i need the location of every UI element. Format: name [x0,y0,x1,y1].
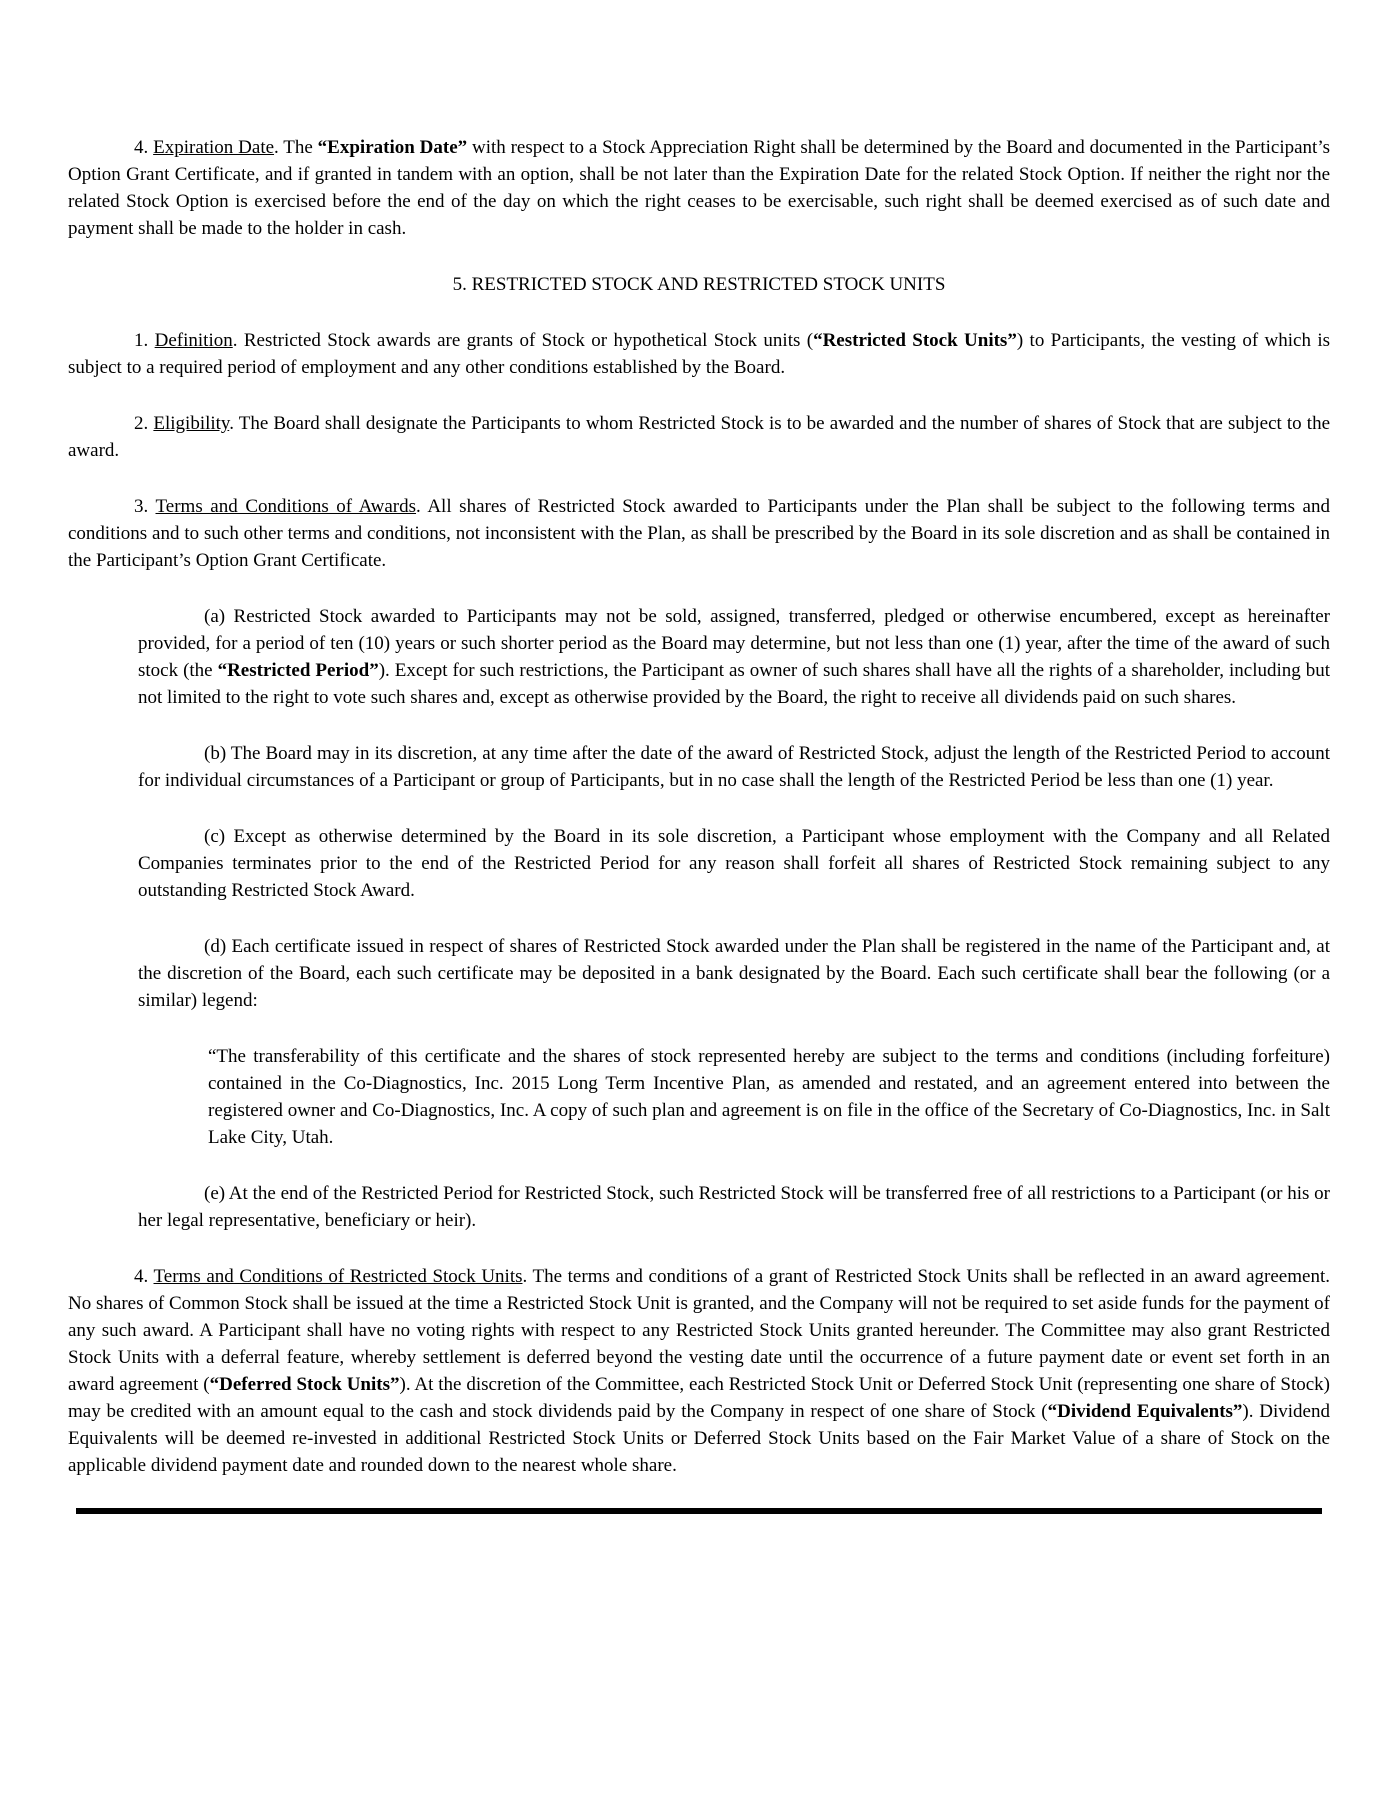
underlined-term: Eligibility [153,413,230,434]
defined-term: “Deferred Stock Units” [209,1374,400,1395]
underlined-term: Terms and Conditions of Restricted Stock Units [153,1266,523,1287]
text-run: “The transferability of this certificate and the shares of stock represented hereby are subject to the terms and conditions (including forfeiture) contained in the Co-Diagnostics, Inc. 2015 Long Term Incentive Plan, as amended and restated, and an agreement entered into between the registered owner and Co-Diagnostics, Inc. A copy of such plan and agreement is on file in the office of the Secretary of Co-Diagnostics, Inc. in Salt Lake City, Utah. [208,1046,1330,1148]
paragraph-3-terms-and-conditions-of-awards [68,493,1330,574]
subparagraph-e [138,1180,1330,1234]
text-run: . The terms and conditions of a grant of Restricted Stock Units shall be reflected in an award agreement. No shares of Common Stock shall be issued at the time a Restricted Stock Unit is granted, and the Company will not be required to set aside funds for the payment of any such award. A Participant shall have no voting rights with respect to any Restricted Stock Units granted hereunder. The Committee may also grant Restricted Stock Units with a deferral feature, whereby settlement is deferred beyond the vesting date until the occurrence of a future payment date or event set forth in an award agreement ( [68,1266,1330,1395]
text-run: ). At the discretion of the Committee, each Restricted Stock Unit or Deferred Stock Unit (representing one share of Stock) may be credited with an amount equal to the cash and stock dividends paid by the Company in respect of one share of Stock ( [68,1374,1330,1422]
subparagraph-c [138,823,1330,904]
text-run: 5. RESTRICTED STOCK AND RESTRICTED STOCK UNITS [452,274,946,295]
page-bottom-rule [76,1508,1322,1514]
text-run: (e) At the end of the Restricted Period for Restricted Stock, such Restricted Stock will be transferred free of all restrictions to a Participant (or his or her legal representative, beneficiary or heir). [138,1183,1330,1231]
text-run: . The Board shall designate the Participants to whom Restricted Stock is to be awarded and the number of shares of Stock that are subject to the award. [68,413,1331,461]
paragraph-4-terms-and-conditions-of-restricted-stock-units [68,1263,1330,1479]
text-run: 3. [134,496,156,517]
text-run: . The [274,137,318,158]
subparagraph-d [138,933,1330,1014]
text-run: 2. [134,413,154,434]
underlined-term: Definition [154,330,233,351]
text-run: (a) Restricted Stock awarded to Participants may not be sold, assigned, transferred, pledged or otherwise encumbered, except as hereinafter provided, for a period of ten (10) years or such shorter period as the Board may determine, but not less than one (1) year, after the time of the award of such stock (the [138,606,1330,681]
paragraph-2-eligibility [68,410,1330,464]
defined-term: “Expiration Date” [317,137,468,158]
defined-term: “Dividend Equivalents” [1047,1401,1243,1422]
text-run: (d) Each certificate issued in respect of shares of Restricted Stock awarded under the Plan shall be registered in the name of the Participant and, at the discretion of the Board, each such certificate may be deposited in a bank designated by the Board. Each such certificate shall bear the following (or a similar) legend: [138,936,1330,1011]
document-body [68,134,1330,1479]
text-run: (b) The Board may in its discretion, at any time after the date of the award of Restricted Stock, adjust the length of the Restricted Period to account for individual circumstances of a Participant or group of Participants, but in no case shall the length of the Restricted Period be less than one (1) year. [138,743,1330,791]
text-run: 4. [134,137,154,158]
paragraph-4-expiration-date [68,134,1330,242]
subparagraph-b [138,740,1330,794]
paragraph-1-definition [68,327,1330,381]
text-run: ) to Participants, the vesting of which is subject to a required period of employment and any other conditions established by the Board. [68,330,1331,378]
section-5-heading [68,271,1330,298]
certificate-legend-quote [208,1043,1330,1151]
defined-term: “Restricted Period” [217,660,379,681]
text-run: ). Dividend Equivalents will be deemed re-invested in additional Restricted Stock Units or Deferred Stock Units based on the Fair Market Value of a share of Stock on the applicable dividend payment date and rounded down to the nearest whole share. [68,1401,1330,1476]
text-run: ). Except for such restrictions, the Participant as owner of such shares shall have all the rights of a shareholder, including but not limited to the right to vote such shares and, except as otherwise provided by the Board, the right to receive all dividends paid on such shares. [138,660,1331,708]
text-run: with respect to a Stock Appreciation Right shall be determined by the Board and documented in the Participant’s Option Grant Certificate, and if granted in tandem with an option, shall be not later than the Expiration Date for the related Stock Option. If neither the right nor the related Stock Option is exercised before the end of the day on which the right ceases to be exercisable, such right shall be deemed exercised as of such date and payment shall be made to the holder in cash. [68,137,1330,239]
defined-term: “Restricted Stock Units” [813,330,1017,351]
text-run: (c) Except as otherwise determined by the Board in its sole discretion, a Participant whose employment with the Company and all Related Companies terminates prior to the end of the Restricted Period for any reason shall forfeit all shares of Restricted Stock remaining subject to any outstanding Restricted Stock Award. [138,826,1330,901]
text-run: . All shares of Restricted Stock awarded to Participants under the Plan shall be subject to the following terms and conditions and to such other terms and conditions, not inconsistent with the Plan, as shall be prescribed by the Board in its sole discretion and as shall be contained in the Participant’s Option Grant Certificate. [68,496,1330,571]
subparagraph-a [138,603,1330,711]
text-run: 4. [134,1266,154,1287]
underlined-term: Terms and Conditions of Awards [155,496,417,517]
text-run: 1. [134,330,155,351]
underlined-term: Expiration Date [153,137,275,158]
text-run: . Restricted Stock awards are grants of Stock or hypothetical Stock units ( [232,330,814,351]
